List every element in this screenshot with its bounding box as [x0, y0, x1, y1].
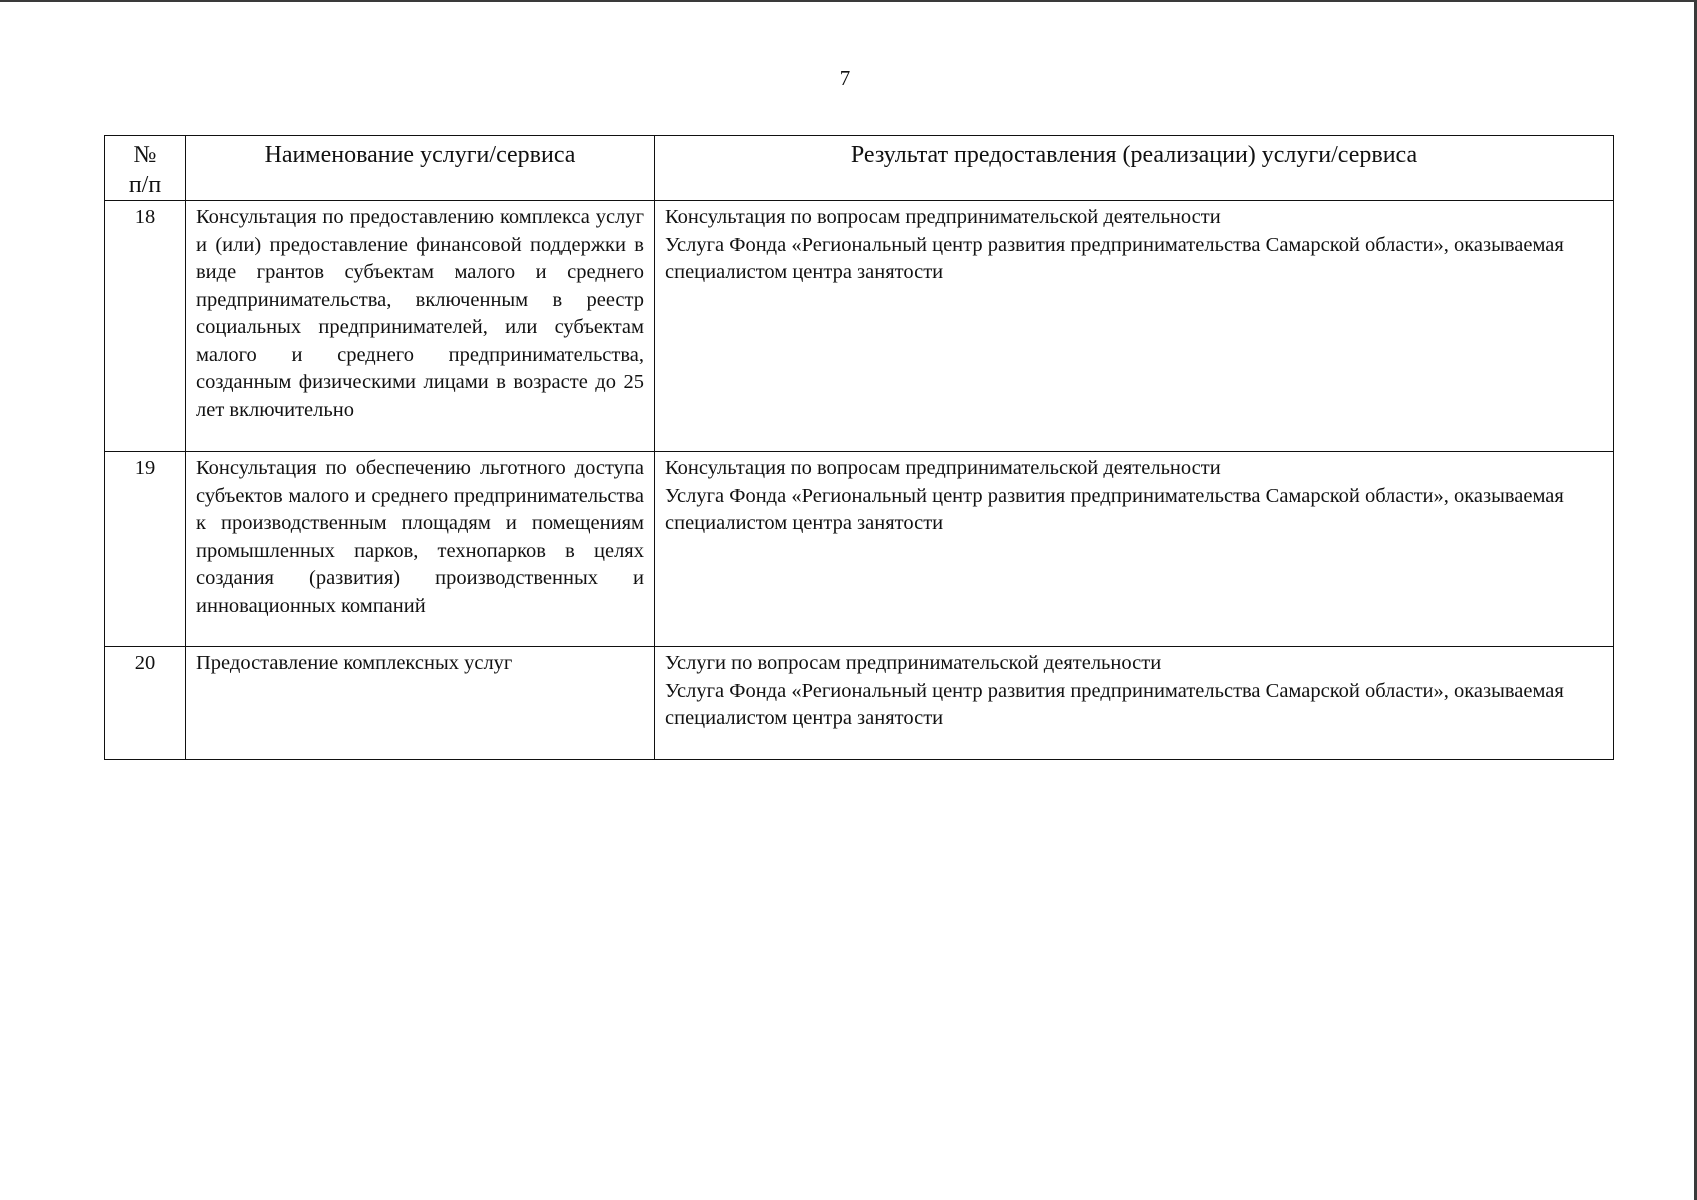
scan-edge-top	[0, 0, 1697, 2]
service-name: Консультация по предоставлению комплекса услуг и (или) предоставление финансовой поддержки в виде грантов субъектам малого и среднего предпринимательства, включенным в реестр социальных предпринимателей, или субъектам малого и среднего предпринимательства, созданным физическими лицами в возрасте до 25 лет включительно	[186, 201, 655, 452]
header-number-abbrev: п/п	[128, 172, 162, 198]
services-table	[104, 135, 1614, 760]
service-name: Предоставление комплексных услуг	[186, 647, 655, 760]
header-number-sign: №	[133, 142, 157, 168]
table-row	[105, 647, 1614, 760]
result-line-2: Услуга Фонда «Региональный центр развития предпринимательства Самарской области», оказываемая специалистом центра занятости	[665, 233, 1564, 283]
table-row	[105, 201, 1614, 452]
header-service-result: Результат предоставления (реализации) услуги/сервиса	[655, 136, 1614, 201]
service-result	[655, 201, 1614, 452]
row-number: 20	[105, 647, 186, 760]
service-result	[655, 452, 1614, 647]
table-header-row	[105, 136, 1614, 201]
result-line-1: Консультация по вопросам предпринимательской деятельности	[665, 457, 1221, 479]
page-number: 7	[839, 66, 851, 90]
service-name: Консультация по обеспечению льготного доступа субъектов малого и среднего предпринимательства к производственным площадям и помещениям промышленных парков, технопарков в целях создания (развития) производственных и инновационных компаний	[186, 452, 655, 647]
result-line-1: Услуги по вопросам предпринимательской деятельности	[665, 652, 1162, 674]
table-row	[105, 452, 1614, 647]
header-number	[105, 136, 186, 201]
row-number: 19	[105, 452, 186, 647]
service-result	[655, 647, 1614, 760]
header-service-name: Наименование услуги/сервиса	[186, 136, 655, 201]
result-line-2: Услуга Фонда «Региональный центр развития предпринимательства Самарской области», оказываемая специалистом центра занятости	[665, 679, 1564, 729]
row-number: 18	[105, 201, 186, 452]
result-line-1: Консультация по вопросам предпринимательской деятельности	[665, 206, 1221, 228]
result-line-2: Услуга Фонда «Региональный центр развития предпринимательства Самарской области», оказываемая специалистом центра занятости	[665, 484, 1564, 534]
